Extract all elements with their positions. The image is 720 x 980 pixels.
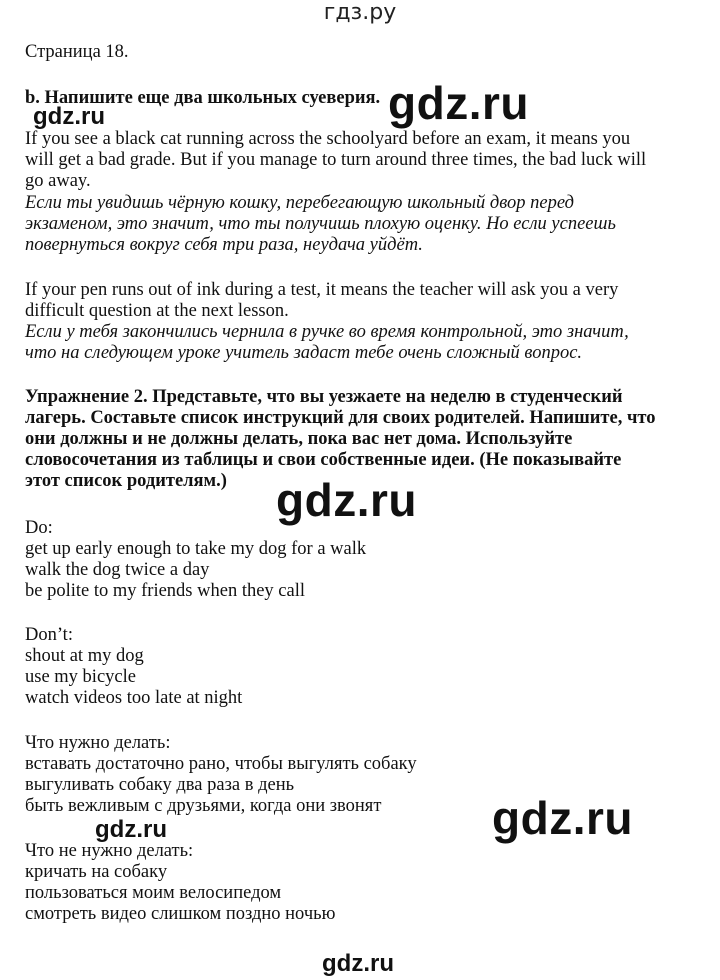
page-label: Страница 18. <box>25 42 129 62</box>
superstition-2-russian <box>25 322 629 364</box>
list-item: get up early enough to take my dog for a walk <box>25 539 367 559</box>
superstition-1-english <box>25 129 646 192</box>
text-line: Если ты увидишь чёрную кошку, перебегающую школьный двор перед <box>25 193 574 213</box>
watermark-logo: gdz.ru <box>33 103 105 130</box>
watermark-logo: gdz.ru <box>95 816 167 843</box>
exercise-2-title <box>25 387 656 492</box>
watermark-logo: gdz.ru <box>388 77 529 129</box>
list-item: use my bicycle <box>25 667 136 687</box>
superstition-2-english <box>25 280 618 322</box>
text-line: will get a bad grade. But if you manage to turn around three times, the bad luck will <box>25 150 647 170</box>
watermark-logo: gdz.ru <box>276 474 417 526</box>
dont-heading: Don’t: <box>25 625 73 645</box>
list-item: пользоваться моим велосипедом <box>25 883 282 903</box>
do-heading: Do: <box>25 518 53 538</box>
text-line: Если у тебя закончились чернила в ручке во время контрольной, это значит, <box>25 322 629 342</box>
text-line: что на следующем уроке учитель задаст тебе очень сложный вопрос. <box>25 343 583 363</box>
text-line: они должны и не должны делать, пока вас нет дома. Используйте <box>25 429 573 449</box>
text-line: difficult question at the next lesson. <box>25 301 289 321</box>
watermark-logo: gdz.ru <box>322 950 394 977</box>
list-item: watch videos too late at night <box>25 688 243 708</box>
text-line: повернуться вокруг себя три раза, неудача уйдёт. <box>25 235 423 255</box>
list-item: выгуливать собаку два раза в день <box>25 775 295 795</box>
site-header: гдз.ру <box>323 0 397 25</box>
text-line: If you see a black cat running across the schoolyard before an exam, it means you <box>25 129 631 149</box>
text-line: экзаменом, это значит, что ты получишь плохую оценку. Но если успеешь <box>25 214 616 234</box>
text-line: словосочетания из таблицы и свои собственные идеи. (Не показывайте <box>25 450 622 470</box>
dont-heading-ru: Что не нужно делать: <box>25 841 194 861</box>
task-b-title: b. Напишите еще два школьных суеверия. <box>25 88 381 108</box>
text-line: If your pen runs out of ink during a test, it means the teacher will ask you a very <box>25 280 619 300</box>
list-item: shout at my dog <box>25 646 144 666</box>
dont-list-english <box>25 625 242 709</box>
list-item: кричать на собаку <box>25 862 168 882</box>
list-item: смотреть видео слишком поздно ночью <box>25 904 336 924</box>
do-list-russian <box>25 733 417 817</box>
superstition-1-russian <box>25 193 616 256</box>
text-line: Упражнение 2. Представьте, что вы уезжаете на неделю в студенческий <box>25 387 623 407</box>
text-line: go away. <box>25 171 91 191</box>
list-item: вставать достаточно рано, чтобы выгулять собаку <box>25 754 417 774</box>
watermark-logo: gdz.ru <box>492 792 633 844</box>
do-heading-ru: Что нужно делать: <box>25 733 171 753</box>
text-line: лагерь. Составьте список инструкций для своих родителей. Напишите, что <box>25 408 656 428</box>
list-item: be polite to my friends when they call <box>25 581 305 601</box>
do-list-english <box>25 518 366 602</box>
text-line: этот список родителям.) <box>25 471 227 491</box>
list-item: walk the dog twice a day <box>25 560 210 580</box>
list-item: быть вежливым с друзьями, когда они звонят <box>25 796 382 816</box>
dont-list-russian <box>25 841 335 925</box>
